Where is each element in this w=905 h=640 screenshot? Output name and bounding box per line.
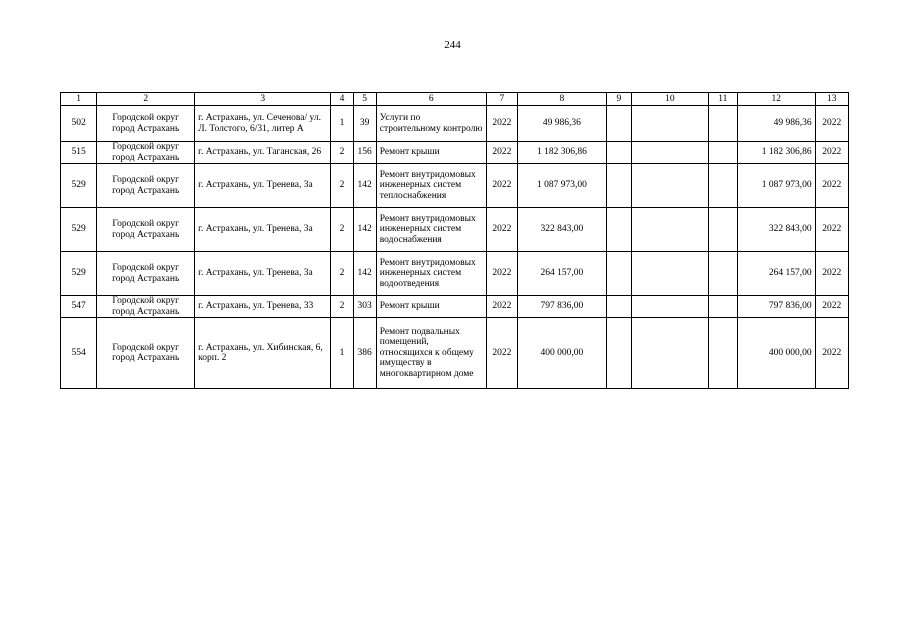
cell-number: 529: [61, 252, 97, 296]
cell-col4: 2: [331, 164, 353, 208]
cell-municipality: Городской округ город Астрахань: [97, 296, 195, 318]
cell-work-type: Услуги по строительному контролю: [376, 106, 486, 142]
cell-col4: 1: [331, 318, 353, 389]
cell-year: 2022: [486, 164, 517, 208]
cell-total: 797 836,00: [737, 296, 815, 318]
cell-col11: [708, 208, 737, 252]
capital-repair-table: [60, 92, 849, 389]
column-header: 4: [331, 93, 353, 106]
cell-year-end: 2022: [815, 142, 848, 164]
cell-address: г. Астрахань, ул. Таганская, 26: [195, 142, 331, 164]
table-row: [61, 142, 849, 164]
table-row: [61, 208, 849, 252]
cell-col9: [606, 106, 631, 142]
cell-col9: [606, 164, 631, 208]
cell-number: 529: [61, 164, 97, 208]
cell-col4: 2: [331, 208, 353, 252]
cell-number: 529: [61, 208, 97, 252]
cell-col10: [632, 208, 709, 252]
column-header: 9: [606, 93, 631, 106]
cell-col10: [632, 106, 709, 142]
column-header: 2: [97, 93, 195, 106]
cell-year: 2022: [486, 318, 517, 389]
table-row: [61, 318, 849, 389]
cell-work-type: Ремонт внутридомовых инженерных систем теплоснабжения: [376, 164, 486, 208]
cell-col4: 1: [331, 106, 353, 142]
cell-number: 554: [61, 318, 97, 389]
cell-total: 1 182 306,86: [737, 142, 815, 164]
cell-municipality: Городской округ город Астрахань: [97, 252, 195, 296]
cell-col11: [708, 106, 737, 142]
cell-work-type: Ремонт внутридомовых инженерных систем водоснабжения: [376, 208, 486, 252]
cell-col5: 142: [353, 208, 376, 252]
cell-col9: [606, 318, 631, 389]
cell-total: 322 843,00: [737, 208, 815, 252]
cell-total: 1 087 973,00: [737, 164, 815, 208]
cell-total: 400 000,00: [737, 318, 815, 389]
cell-year-end: 2022: [815, 164, 848, 208]
cell-col4: 2: [331, 252, 353, 296]
cell-municipality: Городской округ город Астрахань: [97, 142, 195, 164]
cell-number: 515: [61, 142, 97, 164]
column-header: 10: [632, 93, 709, 106]
page-number: 244: [444, 39, 461, 51]
cell-col11: [708, 164, 737, 208]
cell-year: 2022: [486, 106, 517, 142]
cell-total: 264 157,00: [737, 252, 815, 296]
cell-number: 502: [61, 106, 97, 142]
cell-year-end: 2022: [815, 208, 848, 252]
cell-year-end: 2022: [815, 318, 848, 389]
cell-municipality: Городской округ город Астрахань: [97, 164, 195, 208]
table-row: [61, 164, 849, 208]
column-header: 8: [518, 93, 607, 106]
cell-amount: 1 182 306,86: [518, 142, 607, 164]
cell-amount: 49 986,36: [518, 106, 607, 142]
cell-col5: 39: [353, 106, 376, 142]
cell-work-type: Ремонт подвальных помещений, относящихся к общему имуществу в многоквартирном доме: [376, 318, 486, 389]
cell-work-type: Ремонт крыши: [376, 296, 486, 318]
table-row: [61, 252, 849, 296]
cell-year-end: 2022: [815, 252, 848, 296]
cell-year: 2022: [486, 142, 517, 164]
cell-amount: 322 843,00: [518, 208, 607, 252]
cell-number: 547: [61, 296, 97, 318]
cell-amount: 1 087 973,00: [518, 164, 607, 208]
cell-col10: [632, 318, 709, 389]
column-header: 7: [486, 93, 517, 106]
cell-address: г. Астрахань, ул. Тренева, 3а: [195, 252, 331, 296]
cell-col9: [606, 208, 631, 252]
cell-col4: 2: [331, 296, 353, 318]
cell-col10: [632, 142, 709, 164]
cell-col11: [708, 252, 737, 296]
column-number-row: [61, 93, 849, 106]
cell-municipality: Городской округ город Астрахань: [97, 208, 195, 252]
cell-amount: 400 000,00: [518, 318, 607, 389]
cell-col10: [632, 296, 709, 318]
cell-address: г. Астрахань, ул. Сеченова/ ул. Л. Толстого, 6/31, литер А: [195, 106, 331, 142]
cell-col11: [708, 296, 737, 318]
cell-col5: 142: [353, 164, 376, 208]
cell-municipality: Городской округ город Астрахань: [97, 106, 195, 142]
cell-amount: 264 157,00: [518, 252, 607, 296]
cell-address: г. Астрахань, ул. Хибинская, 6, корп. 2: [195, 318, 331, 389]
cell-col4: 2: [331, 142, 353, 164]
cell-address: г. Астрахань, ул. Тренева, 3а: [195, 208, 331, 252]
cell-total: 49 986,36: [737, 106, 815, 142]
column-header: 1: [61, 93, 97, 106]
table-row: [61, 106, 849, 142]
cell-col11: [708, 318, 737, 389]
cell-year: 2022: [486, 252, 517, 296]
cell-col5: 386: [353, 318, 376, 389]
column-header: 5: [353, 93, 376, 106]
cell-municipality: Городской округ город Астрахань: [97, 318, 195, 389]
column-header: 11: [708, 93, 737, 106]
column-header: 3: [195, 93, 331, 106]
table-row: [61, 296, 849, 318]
column-header: 12: [737, 93, 815, 106]
cell-amount: 797 836,00: [518, 296, 607, 318]
cell-col10: [632, 164, 709, 208]
cell-year: 2022: [486, 208, 517, 252]
cell-col5: 303: [353, 296, 376, 318]
cell-work-type: Ремонт крыши: [376, 142, 486, 164]
cell-col9: [606, 296, 631, 318]
cell-col9: [606, 252, 631, 296]
cell-year-end: 2022: [815, 106, 848, 142]
cell-address: г. Астрахань, ул. Тренева, 33: [195, 296, 331, 318]
cell-work-type: Ремонт внутридомовых инженерных систем водоотведения: [376, 252, 486, 296]
column-header: 6: [376, 93, 486, 106]
cell-year: 2022: [486, 296, 517, 318]
column-header: 13: [815, 93, 848, 106]
cell-address: г. Астрахань, ул. Тренева, 3а: [195, 164, 331, 208]
cell-col10: [632, 252, 709, 296]
cell-col5: 156: [353, 142, 376, 164]
cell-col11: [708, 142, 737, 164]
cell-year-end: 2022: [815, 296, 848, 318]
cell-col9: [606, 142, 631, 164]
cell-col5: 142: [353, 252, 376, 296]
